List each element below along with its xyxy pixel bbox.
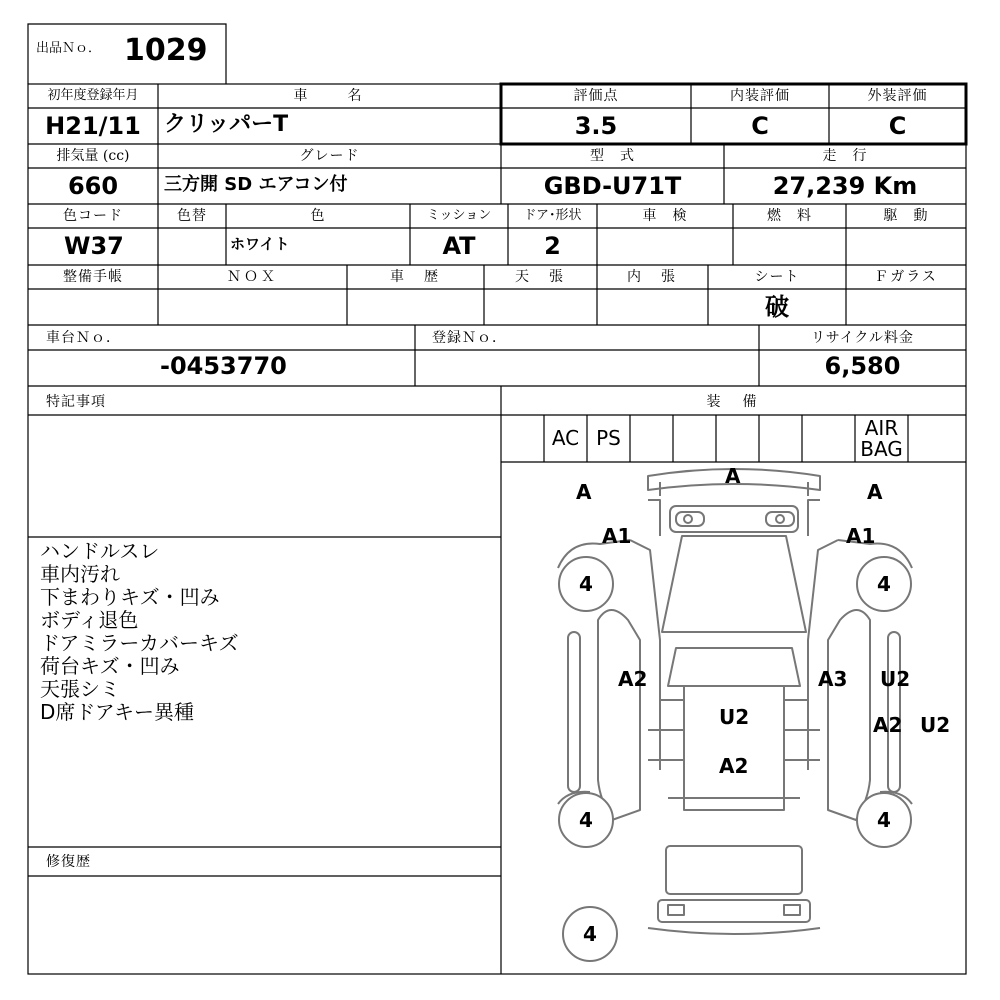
doors-label: ドア･形状 bbox=[523, 208, 582, 223]
damage-mark: A bbox=[725, 464, 741, 488]
damage-mark: A1 bbox=[846, 524, 876, 548]
transmission-label: ミッション bbox=[426, 208, 492, 223]
repair-label: 修復歴 bbox=[46, 854, 91, 870]
damage-mark: A bbox=[867, 480, 883, 504]
color-label: 色 bbox=[310, 208, 326, 224]
color-change-label: 色替 bbox=[177, 208, 207, 224]
headliner-label: 天 張 bbox=[515, 269, 566, 285]
color-code-label: 色コード bbox=[63, 208, 123, 224]
exterior-value: C bbox=[888, 112, 907, 140]
damage-mark: A2 bbox=[618, 667, 648, 691]
windshield-label: Ｆガラス bbox=[874, 269, 938, 285]
car-name-value: クリッパーT bbox=[164, 112, 289, 137]
damage-mark: A2 bbox=[873, 713, 903, 737]
remarks-label: 特記事項 bbox=[46, 394, 106, 410]
registration-label: 登録Ｎｏ． bbox=[432, 330, 507, 346]
seat-value: 破 bbox=[765, 293, 789, 321]
first-reg-label: 初年度登録年月 bbox=[47, 88, 139, 103]
remark-line: 荷台キズ・凹み bbox=[40, 654, 180, 678]
grade-label: グレード bbox=[299, 148, 360, 164]
recycle-fee-label: リサイクル料金 bbox=[810, 330, 915, 346]
tire-mark: 4 bbox=[579, 808, 593, 832]
damage-mark: A1 bbox=[602, 524, 632, 548]
inspection-label: 車 検 bbox=[642, 208, 688, 224]
tire-mark: 4 bbox=[583, 922, 597, 946]
color-value: ホワイト bbox=[230, 235, 290, 253]
damage-mark: A bbox=[576, 480, 592, 504]
mileage-label: 走 行 bbox=[822, 148, 868, 164]
remark-line: D席ドアキー異種 bbox=[40, 700, 195, 724]
score-value: 3.5 bbox=[574, 112, 618, 140]
transmission-value: AT bbox=[442, 232, 476, 260]
first-reg-value: H21/11 bbox=[45, 112, 141, 140]
score-label: 評価点 bbox=[573, 88, 619, 104]
displacement-value: 660 bbox=[67, 172, 119, 200]
model-label: 型 式 bbox=[590, 148, 635, 164]
damage-mark: A3 bbox=[818, 667, 848, 691]
tire-mark: 4 bbox=[877, 572, 891, 596]
damage-mark: U2 bbox=[920, 713, 951, 737]
tire-mark: 4 bbox=[877, 808, 891, 832]
exterior-label: 外装評価 bbox=[867, 88, 928, 104]
doors-value: 2 bbox=[544, 232, 561, 260]
equipment-airbag: AIR BAG bbox=[860, 416, 903, 461]
remark-line: ハンドルスレ bbox=[40, 539, 160, 563]
grade-value: 三方開 SD エアコン付 bbox=[164, 174, 348, 195]
displacement-label: 排気量 (cc) bbox=[56, 148, 130, 164]
history-label: 車 歴 bbox=[390, 269, 441, 285]
remark-line: 下まわりキズ・凹み bbox=[40, 585, 220, 609]
car-name-label: 車 名 bbox=[293, 88, 366, 104]
interior-trim-label: 内 張 bbox=[627, 269, 678, 285]
remark-line: 天張シミ bbox=[40, 677, 120, 701]
remark-line: ボディ退色 bbox=[40, 608, 139, 632]
color-code-value: W37 bbox=[64, 232, 124, 260]
drive-label: 駆 動 bbox=[883, 208, 929, 224]
mileage-value: 27,239 Km bbox=[772, 172, 918, 200]
damage-mark: U2 bbox=[880, 667, 911, 691]
model-value: GBD-U71T bbox=[543, 172, 682, 200]
equipment-ac: AC bbox=[551, 426, 580, 450]
chassis-value: -0453770 bbox=[160, 352, 287, 380]
damage-mark: U2 bbox=[719, 705, 750, 729]
service-book-label: 整備手帳 bbox=[63, 269, 123, 285]
lot-label: 出品Ｎｏ． bbox=[36, 41, 102, 56]
tire-mark: 4 bbox=[579, 572, 593, 596]
remark-line: ドアミラーカバーキズ bbox=[40, 631, 239, 655]
chassis-label: 車台Ｎｏ． bbox=[46, 330, 121, 346]
damage-mark: A2 bbox=[719, 754, 749, 778]
interior-label: 内装評価 bbox=[730, 88, 790, 104]
seat-label: シート bbox=[754, 269, 800, 285]
equipment-ps: PS bbox=[596, 426, 621, 450]
equipment-label: 装 備 bbox=[706, 394, 761, 410]
fuel-label: 燃 料 bbox=[767, 208, 812, 224]
remark-line: 車内汚れ bbox=[40, 562, 120, 586]
remarks-list bbox=[40, 540, 239, 724]
lot-number: 1029 bbox=[124, 33, 208, 68]
interior-value: C bbox=[751, 112, 769, 140]
recycle-fee-value: 6,580 bbox=[824, 352, 901, 380]
nox-label: ＮＯＸ bbox=[227, 269, 278, 285]
